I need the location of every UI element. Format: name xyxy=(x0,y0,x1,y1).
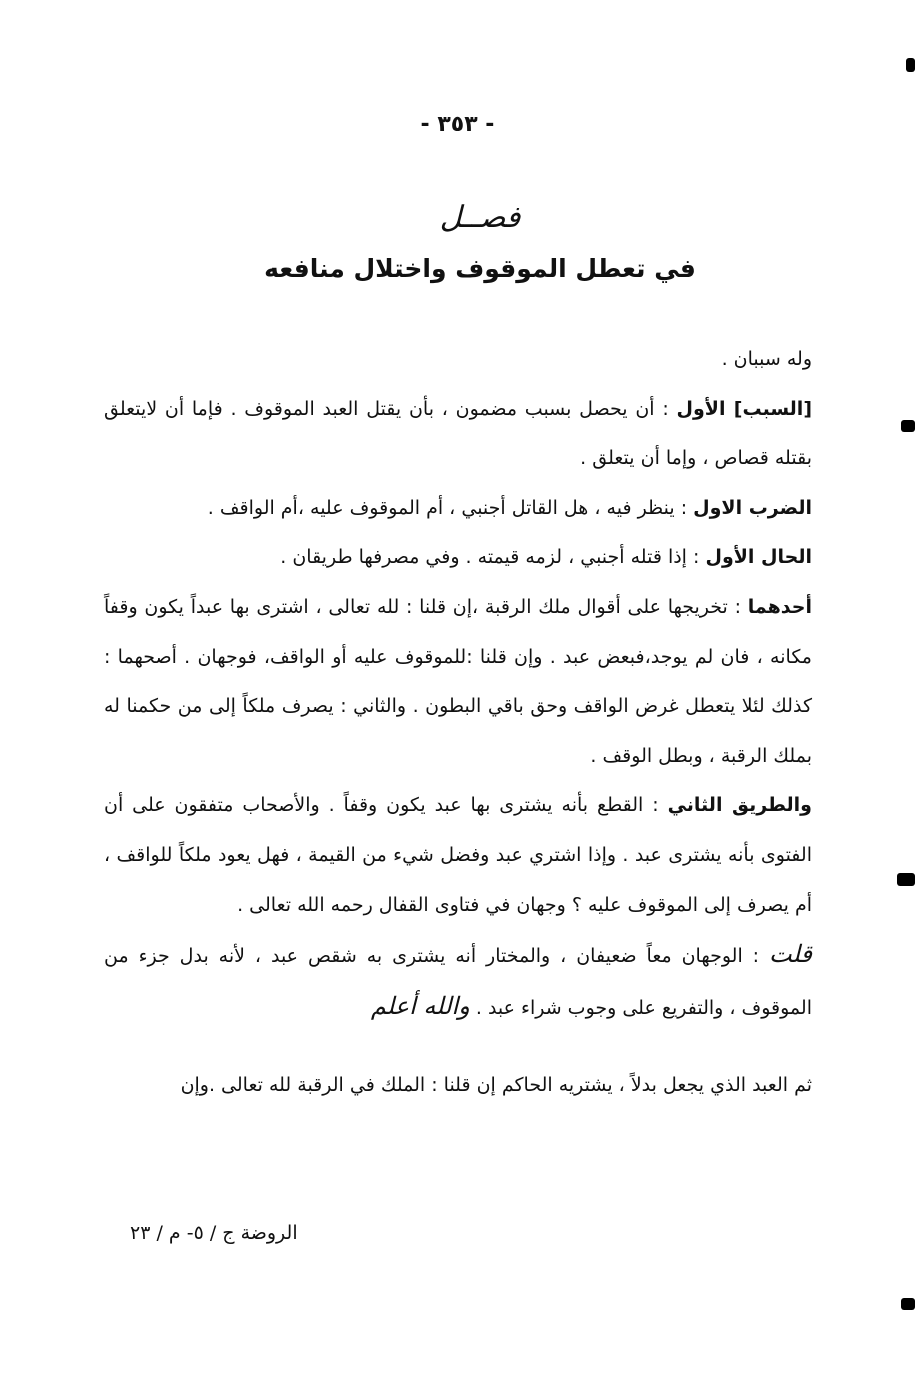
scan-edge-mark xyxy=(897,873,915,886)
paragraph-lead: [السبب] الأول xyxy=(676,397,813,420)
paragraph: الضرب الاول : ينظر فيه ، هل القاتل أجنبي ، أم الموقوف عليه ،أم الواقف . xyxy=(207,496,812,519)
scan-edge-mark xyxy=(906,58,915,72)
scan-edge-mark xyxy=(901,1298,915,1310)
paragraph-lead: أحدهما xyxy=(747,595,812,618)
paragraph-lead: الضرب الاول xyxy=(693,496,812,519)
paragraph: والطريق الثاني : القطع بأنه يشترى بها عبد يكون وقفاً . والأصحاب متفقون على أن الفتوى بأنه يشترى عبد . وإذا اشتري عبد وفضل شيء من القيمة ، فهل يعود ملكاً للواقف ، أم يصرف إلى الموقوف عليه ؟ وجهان في فتاوى القفال رحمه الله تعالى . xyxy=(104,794,812,916)
paragraph: قلت : الوجهان معاً ضعيفان ، والمختار أنه يشترى به شقص عبد ، لأنه بدل جزء من الموقوف ، والتفريع على وجوب شراء عبد . والله أعلم xyxy=(104,940,812,1020)
scan-edge-mark xyxy=(901,420,915,432)
footer-signature: الروضة ج / ٥- م / ٢٣ xyxy=(130,1222,298,1244)
paragraph-lead: الحال الأول xyxy=(705,546,812,569)
paragraph: [السبب] الأول : أن يحصل بسبب مضمون ، بأن يقتل العبد الموقوف . فإما أن لايتعلق بقتله قصاص ، وإما أن يتعلق . xyxy=(104,397,813,470)
section-word: فصــل xyxy=(439,200,521,235)
body-text xyxy=(104,335,812,1111)
editor-note-mark: قلت xyxy=(769,940,812,969)
paragraph: ثم العبد الذي يجعل بدلاً ، يشتريه الحاكم إن قلنا : الملك في الرقبة لله تعالى .وإن xyxy=(180,1074,812,1097)
paragraph-lead: والطريق الثاني xyxy=(667,794,812,817)
paragraph: الحال الأول : إذا قتله أجنبي ، لزمه قيمته . وفي مصرفها طريقان . xyxy=(280,546,812,569)
section-title: في تعطل الموقوف واختلال منافعه xyxy=(264,254,696,283)
page-number: - ٣٥٣ - xyxy=(420,112,495,137)
closing-formula: والله أعلم xyxy=(370,991,470,1020)
paragraph: وله سببان . xyxy=(721,348,812,370)
paragraph: أحدهما : تخريجها على أقوال ملك الرقبة ،إن قلنا : لله تعالى ، اشترى بها عبداً يكون وقفاً مكانه ، فان لم يوجد،فبعض عبد . وإن قلنا :للموقوف عليه أو الواقف، فوجهان . أصحهما : كذلك لئلا يتعطل غرض الواقف وحق باقي البطون . والثاني : يصرف ملكاً إلى من حكمنا له بملك الرقبة ، وبطل الوقف . xyxy=(104,595,812,767)
